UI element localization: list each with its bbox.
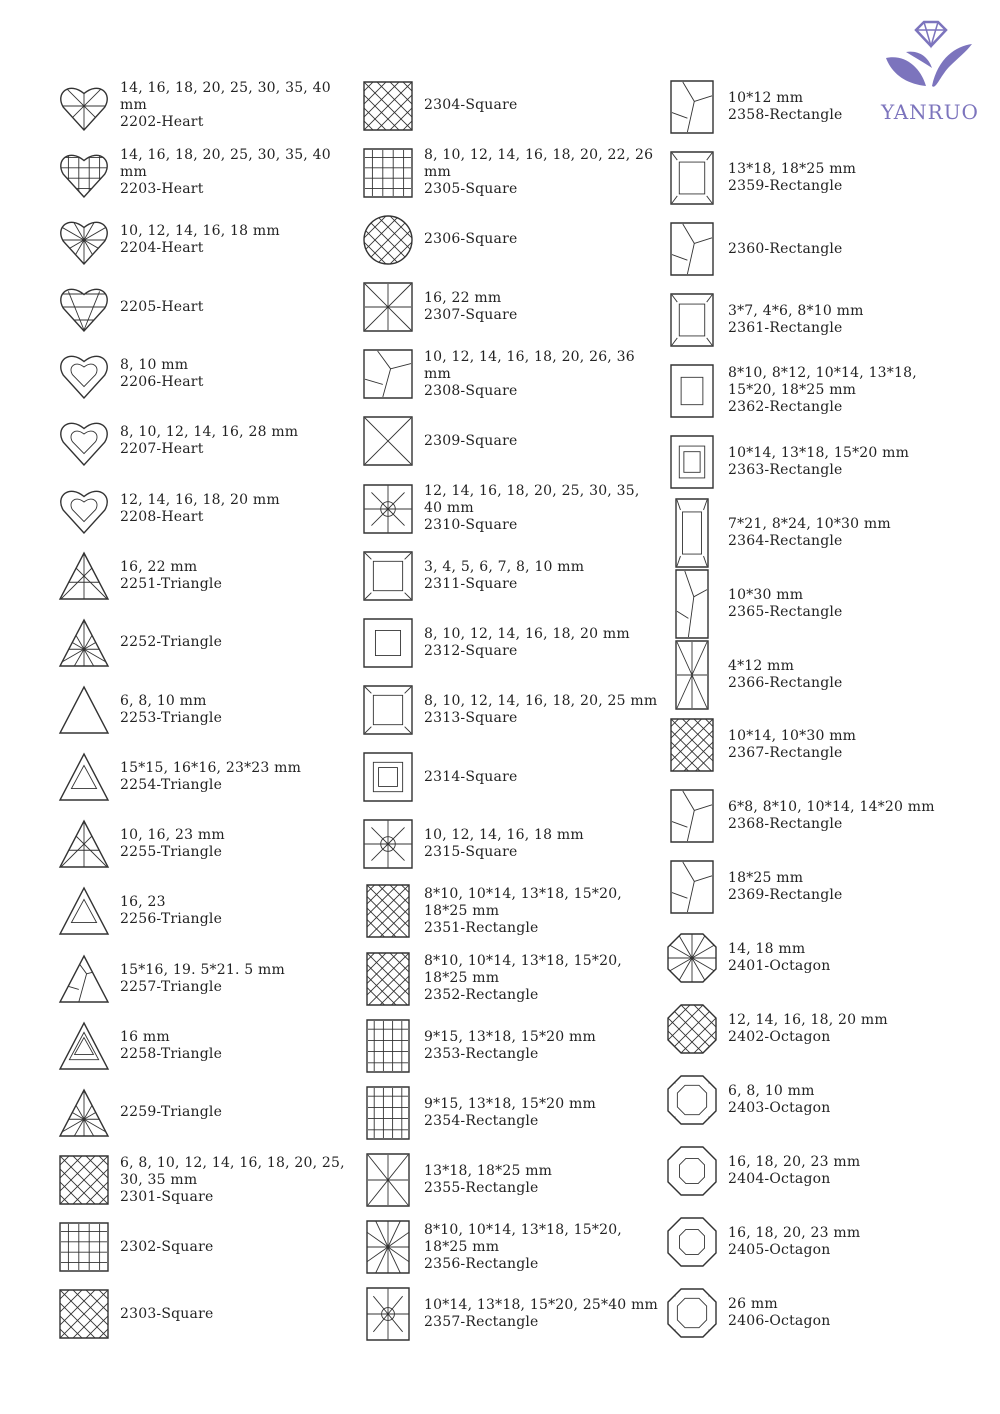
- gem-item: [56, 1281, 356, 1348]
- gem-code: 2204-Heart: [120, 239, 204, 256]
- square-gem-icon: [360, 72, 416, 139]
- gem-item: [664, 1135, 964, 1206]
- gem-sizes: 16, 22 mm: [120, 558, 198, 575]
- gem-item: [360, 744, 660, 811]
- gem-label: [728, 639, 964, 710]
- gem-item: [360, 139, 660, 206]
- gem-sizes: 16, 23: [120, 894, 166, 911]
- gem-item: [56, 1214, 356, 1281]
- gem-label: [728, 568, 964, 639]
- gem-sizes: 6, 8, 10 mm: [120, 692, 207, 709]
- gem-item: [56, 811, 356, 878]
- triangle-gem-icon: [56, 609, 112, 676]
- square-gem-icon: [56, 1147, 112, 1214]
- gem-code: 2369-Rectangle: [728, 887, 843, 904]
- gem-code: 2259-Triangle: [120, 1104, 223, 1121]
- rect-gem-icon: [664, 214, 720, 285]
- gem-sizes: 13*18, 18*25 mm: [728, 161, 857, 178]
- gem-sizes: 10*14, 10*30 mm: [728, 728, 857, 745]
- gem-label: [728, 994, 964, 1065]
- heart-gem-icon: [56, 475, 112, 542]
- square-gem-icon: [360, 811, 416, 878]
- brand-name: YANRUO: [881, 100, 979, 124]
- gem-item: [360, 945, 660, 1012]
- gem-sizes: 8*10, 10*14, 13*18, 15*20, 18*25 mm: [424, 885, 622, 919]
- square-gem-icon: [360, 542, 416, 609]
- gem-sizes: 10, 12, 14, 16, 18 mm: [120, 222, 280, 239]
- rect-gem-icon: [360, 1012, 416, 1079]
- octagon-gem-icon: [664, 1135, 720, 1206]
- brand-logo: [876, 14, 984, 124]
- gem-label: [424, 72, 660, 139]
- gem-label: [424, 878, 660, 945]
- gem-code: 2360-Rectangle: [728, 240, 843, 257]
- gem-label: [728, 781, 964, 852]
- gem-label: [424, 206, 660, 273]
- gem-item: [56, 945, 356, 1012]
- gem-sizes: 8, 10, 12, 14, 16, 28 mm: [120, 424, 299, 441]
- triangle-gem-icon: [56, 1012, 112, 1079]
- gem-label: [120, 475, 356, 542]
- gem-label: [424, 139, 660, 206]
- gem-label: [424, 945, 660, 1012]
- triangle-gem-icon: [56, 878, 112, 945]
- rect-gem-icon: [664, 497, 720, 568]
- gem-sizes: 8, 10, 12, 14, 16, 18, 20, 25 mm: [424, 692, 658, 709]
- gem-sizes: 12, 14, 16, 18, 20, 25, 30, 35, 40 mm: [424, 483, 640, 517]
- gem-code: 2358-Rectangle: [728, 107, 843, 124]
- gem-sizes: 15*15, 16*16, 23*23 mm: [120, 760, 302, 777]
- gem-item: [56, 273, 356, 340]
- gem-code: 2306-Square: [424, 231, 518, 248]
- rect-gem-icon: [664, 426, 720, 497]
- gem-sizes: 18*25 mm: [728, 870, 804, 887]
- gem-label: [120, 542, 356, 609]
- gem-code: 2202-Heart: [120, 114, 204, 131]
- gem-code: 2256-Triangle: [120, 911, 223, 928]
- gem-sizes: 10, 16, 23 mm: [120, 827, 225, 844]
- heart-gem-icon: [56, 206, 112, 273]
- rect-gem-icon: [664, 72, 720, 143]
- gem-item: [56, 744, 356, 811]
- gem-sizes: 10, 12, 14, 16, 18 mm: [424, 827, 584, 844]
- gem-label: [424, 1079, 660, 1146]
- triangle-gem-icon: [56, 945, 112, 1012]
- gem-label: [120, 744, 356, 811]
- gem-item: [664, 639, 964, 710]
- gem-sizes: 13*18, 18*25 mm: [424, 1163, 553, 1180]
- gem-label: [120, 609, 356, 676]
- gem-item: [360, 878, 660, 945]
- gem-sizes: 10*12 mm: [728, 90, 804, 107]
- gem-code: 2406-Octagon: [728, 1312, 831, 1329]
- gem-code: 2311-Square: [424, 575, 518, 592]
- square-gem-icon: [360, 341, 416, 408]
- gem-label: [120, 676, 356, 743]
- gem-item: [360, 341, 660, 408]
- gem-sizes: 10, 12, 14, 16, 18, 20, 26, 36 mm: [424, 348, 635, 382]
- gem-item: [56, 72, 356, 139]
- gem-code: 2403-Octagon: [728, 1099, 831, 1116]
- gem-code: 2301-Square: [120, 1188, 214, 1205]
- triangle-gem-icon: [56, 811, 112, 878]
- gem-item: [360, 72, 660, 139]
- gem-sizes: 3*7, 4*6, 8*10 mm: [728, 303, 864, 320]
- gem-label: [120, 341, 356, 408]
- gem-sizes: 6, 8, 10 mm: [728, 1082, 815, 1099]
- square-gem-icon: [360, 408, 416, 475]
- gem-sizes: 7*21, 8*24, 10*30 mm: [728, 515, 891, 532]
- gem-item: [360, 542, 660, 609]
- gem-code: 2404-Octagon: [728, 1170, 831, 1187]
- rect-gem-icon: [360, 1079, 416, 1146]
- gem-label: [120, 945, 356, 1012]
- square-gem-icon: [56, 1214, 112, 1281]
- gem-label: [728, 1277, 964, 1348]
- gem-code: 2310-Square: [424, 517, 518, 534]
- gem-code: 2206-Heart: [120, 374, 204, 391]
- gem-item: [360, 811, 660, 878]
- gem-label: [728, 426, 964, 497]
- gem-code: 2309-Square: [424, 432, 518, 449]
- gem-item: [664, 781, 964, 852]
- gem-sizes: 8*10, 10*14, 13*18, 15*20, 18*25 mm: [424, 953, 622, 987]
- gem-label: [728, 923, 964, 994]
- gem-code: 2312-Square: [424, 642, 518, 659]
- gem-code: 2302-Square: [120, 1238, 214, 1255]
- gem-label: [424, 1012, 660, 1079]
- rect-gem-icon: [664, 710, 720, 781]
- rect-gem-icon: [360, 945, 416, 1012]
- gem-item: [664, 1277, 964, 1348]
- gem-sizes: 8*10, 8*12, 10*14, 13*18, 15*20, 18*25 mm: [728, 365, 917, 399]
- gem-code: 2356-Rectangle: [424, 1255, 539, 1272]
- gem-label: [424, 1214, 660, 1281]
- gem-label: [728, 214, 964, 285]
- gem-sizes: 26 mm: [728, 1295, 778, 1312]
- gem-item: [360, 1012, 660, 1079]
- heart-gem-icon: [56, 72, 112, 139]
- gem-code: 2303-Square: [120, 1305, 214, 1322]
- gem-code: 2253-Triangle: [120, 709, 223, 726]
- heart-gem-icon: [56, 273, 112, 340]
- gem-item: [360, 1214, 660, 1281]
- gem-code: 2313-Square: [424, 709, 518, 726]
- gem-sizes: 12, 14, 16, 18, 20 mm: [728, 1011, 888, 1028]
- gem-label: [120, 1147, 356, 1214]
- gem-label: [120, 878, 356, 945]
- gem-sizes: 14, 18 mm: [728, 941, 806, 958]
- circle-gem-icon: [360, 206, 416, 273]
- gem-code: 2368-Rectangle: [728, 816, 843, 833]
- gem-sizes: 8, 10, 12, 14, 16, 18, 20 mm: [424, 625, 630, 642]
- gem-item: [56, 878, 356, 945]
- gem-code: 2362-Rectangle: [728, 399, 843, 416]
- diamond-leaf-logo-icon: [876, 14, 984, 104]
- gem-label: [728, 497, 964, 568]
- gem-label: [728, 356, 964, 427]
- gem-item: [664, 356, 964, 427]
- gem-code: 2305-Square: [424, 181, 518, 198]
- gem-code: 2315-Square: [424, 844, 518, 861]
- gem-code: 2314-Square: [424, 768, 518, 785]
- gem-item: [56, 1079, 356, 1146]
- gem-label: [728, 1064, 964, 1135]
- gem-label: [120, 811, 356, 878]
- gem-label: [120, 1214, 356, 1281]
- gem-label: [424, 542, 660, 609]
- rect-gem-icon: [360, 1214, 416, 1281]
- gem-code: 2255-Triangle: [120, 844, 223, 861]
- gem-sizes: 14, 16, 18, 20, 25, 30, 35, 40 mm: [120, 147, 331, 181]
- gem-code: 2208-Heart: [120, 508, 204, 525]
- gem-item: [56, 1012, 356, 1079]
- gem-label: [120, 1012, 356, 1079]
- gem-sizes: 16 mm: [120, 1028, 170, 1045]
- gem-sizes: 9*15, 13*18, 15*20 mm: [424, 1028, 596, 1045]
- gem-label: [424, 744, 660, 811]
- octagon-gem-icon: [664, 1206, 720, 1277]
- square-gem-icon: [56, 1281, 112, 1348]
- gem-code: 2402-Octagon: [728, 1028, 831, 1045]
- gem-item: [360, 206, 660, 273]
- gem-item: [56, 408, 356, 475]
- gem-item: [664, 285, 964, 356]
- gem-item: [664, 497, 964, 568]
- gem-code: 2304-Square: [424, 97, 518, 114]
- triangle-gem-icon: [56, 1079, 112, 1146]
- gem-label: [728, 710, 964, 781]
- gem-code: 2307-Square: [424, 307, 518, 324]
- gem-label: [120, 72, 356, 139]
- gem-item: [360, 609, 660, 676]
- gem-sizes: 9*15, 13*18, 15*20 mm: [424, 1095, 596, 1112]
- gem-code: 2254-Triangle: [120, 777, 223, 794]
- gem-sizes: 12, 14, 16, 18, 20 mm: [120, 491, 280, 508]
- square-gem-icon: [360, 475, 416, 542]
- gem-label: [728, 285, 964, 356]
- gem-item: [360, 475, 660, 542]
- gem-label: [120, 273, 356, 340]
- gem-code: 2257-Triangle: [120, 978, 223, 995]
- gem-label: [424, 273, 660, 340]
- gem-item: [664, 1206, 964, 1277]
- gem-sizes: 10*14, 13*18, 15*20, 25*40 mm: [424, 1297, 659, 1314]
- rect-gem-icon: [664, 568, 720, 639]
- square-gem-icon: [360, 139, 416, 206]
- gem-code: 2251-Triangle: [120, 575, 223, 592]
- gem-code: 2352-Rectangle: [424, 987, 539, 1004]
- gem-code: 2205-Heart: [120, 298, 204, 315]
- gem-label: [120, 1281, 356, 1348]
- gem-label: [424, 475, 660, 542]
- gem-code: 2357-Rectangle: [424, 1314, 539, 1331]
- square-gem-icon: [360, 744, 416, 811]
- gem-code: 2401-Octagon: [728, 958, 831, 975]
- triangle-gem-icon: [56, 542, 112, 609]
- gem-item: [664, 923, 964, 994]
- gem-label: [424, 811, 660, 878]
- gem-code: 2354-Rectangle: [424, 1112, 539, 1129]
- gem-code: 2366-Rectangle: [728, 674, 843, 691]
- gem-item: [664, 568, 964, 639]
- gem-sizes: 8*10, 10*14, 13*18, 15*20, 18*25 mm: [424, 1221, 622, 1255]
- gem-code: 2405-Octagon: [728, 1241, 831, 1258]
- rect-gem-icon: [664, 781, 720, 852]
- square-gem-icon: [360, 609, 416, 676]
- gem-item: [360, 273, 660, 340]
- gem-sizes: 16, 18, 20, 23 mm: [728, 1224, 861, 1241]
- gem-item: [56, 542, 356, 609]
- gem-code: 2252-Triangle: [120, 634, 223, 651]
- rect-gem-icon: [664, 639, 720, 710]
- gem-item: [360, 676, 660, 743]
- gem-item: [664, 994, 964, 1065]
- gem-item: [56, 475, 356, 542]
- gem-item: [56, 609, 356, 676]
- gem-item: [56, 139, 356, 206]
- gem-item: [56, 341, 356, 408]
- heart-gem-icon: [56, 408, 112, 475]
- gem-item: [56, 206, 356, 273]
- heart-gem-icon: [56, 139, 112, 206]
- gem-sizes: 8, 10 mm: [120, 357, 189, 374]
- gem-label: [424, 1281, 660, 1348]
- gem-label: [424, 341, 660, 408]
- gem-code: 2203-Heart: [120, 181, 204, 198]
- rect-gem-icon: [360, 878, 416, 945]
- gem-sizes: 8, 10, 12, 14, 16, 18, 20, 22, 26 mm: [424, 147, 654, 181]
- gem-item: [56, 676, 356, 743]
- gem-code: 2364-Rectangle: [728, 532, 843, 549]
- rect-gem-icon: [360, 1281, 416, 1348]
- gem-label: [120, 1079, 356, 1146]
- gem-label: [120, 139, 356, 206]
- gem-code: 2258-Triangle: [120, 1045, 223, 1062]
- gem-code: 2351-Rectangle: [424, 919, 539, 936]
- gem-sizes: 6*8, 8*10, 10*14, 14*20 mm: [728, 799, 935, 816]
- gem-code: 2363-Rectangle: [728, 461, 843, 478]
- gem-label: [728, 1206, 964, 1277]
- gem-item: [664, 1064, 964, 1135]
- gem-item: [360, 1147, 660, 1214]
- square-gem-icon: [360, 273, 416, 340]
- gem-item: [664, 710, 964, 781]
- gem-sizes: 15*16, 19. 5*21. 5 mm: [120, 961, 285, 978]
- gem-item: [664, 852, 964, 923]
- gem-label: [120, 206, 356, 273]
- rect-gem-icon: [664, 356, 720, 427]
- rect-gem-icon: [664, 285, 720, 356]
- octagon-gem-icon: [664, 1064, 720, 1135]
- gem-label: [120, 408, 356, 475]
- gem-item: [664, 426, 964, 497]
- octagon-gem-icon: [664, 1277, 720, 1348]
- gem-item: [56, 1147, 356, 1214]
- gem-code: 2361-Rectangle: [728, 320, 843, 337]
- gem-item: [664, 143, 964, 214]
- gem-sizes: 6, 8, 10, 12, 14, 16, 18, 20, 25, 30, 35 mm: [120, 1154, 345, 1188]
- gem-label: [728, 852, 964, 923]
- heart-gem-icon: [56, 341, 112, 408]
- rect-gem-icon: [360, 1147, 416, 1214]
- triangle-gem-icon: [56, 676, 112, 743]
- gem-item: [360, 1281, 660, 1348]
- gem-sizes: 10*30 mm: [728, 586, 804, 603]
- gem-sizes: 3, 4, 5, 6, 7, 8, 10 mm: [424, 558, 585, 575]
- gem-code: 2353-Rectangle: [424, 1045, 539, 1062]
- octagon-gem-icon: [664, 923, 720, 994]
- rect-gem-icon: [664, 143, 720, 214]
- gem-label: [424, 609, 660, 676]
- gem-sizes: 16, 18, 20, 23 mm: [728, 1153, 861, 1170]
- gem-sizes: 14, 16, 18, 20, 25, 30, 35, 40 mm: [120, 80, 331, 114]
- gem-code: 2359-Rectangle: [728, 178, 843, 195]
- gem-item: [664, 214, 964, 285]
- triangle-gem-icon: [56, 744, 112, 811]
- gem-label: [424, 1147, 660, 1214]
- gem-sizes: 10*14, 13*18, 15*20 mm: [728, 444, 910, 461]
- gem-label: [728, 143, 964, 214]
- rect-gem-icon: [664, 852, 720, 923]
- gem-code: 2308-Square: [424, 382, 518, 399]
- gem-code: 2367-Rectangle: [728, 745, 843, 762]
- gem-label: [424, 676, 660, 743]
- gem-sizes: 4*12 mm: [728, 657, 795, 674]
- gem-item: [360, 1079, 660, 1146]
- gem-sizes: 16, 22 mm: [424, 290, 502, 307]
- gem-code: 2207-Heart: [120, 441, 204, 458]
- octagon-gem-icon: [664, 994, 720, 1065]
- square-gem-icon: [360, 676, 416, 743]
- gem-code: 2365-Rectangle: [728, 603, 843, 620]
- gem-label: [424, 408, 660, 475]
- gem-item: [360, 408, 660, 475]
- gem-code: 2355-Rectangle: [424, 1180, 539, 1197]
- gem-label: [728, 1135, 964, 1206]
